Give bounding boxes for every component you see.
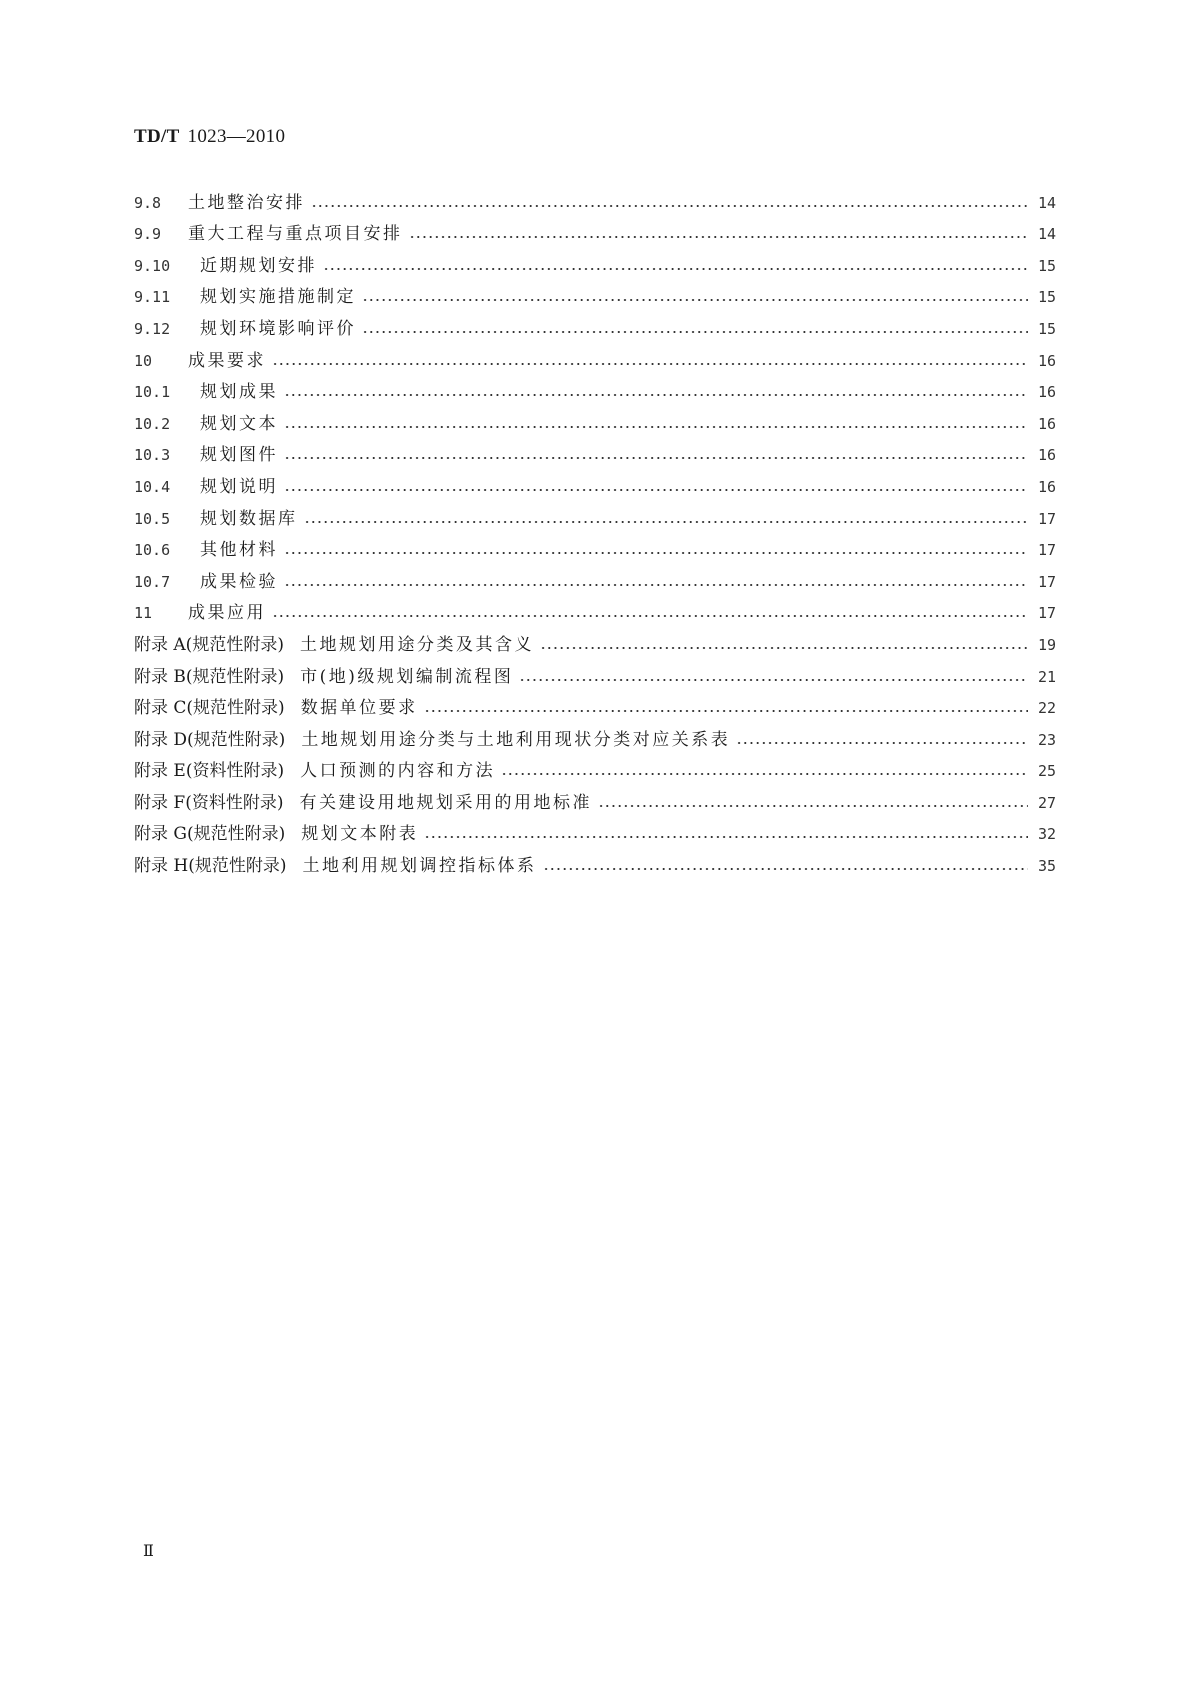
toc-leader-dots	[362, 329, 1028, 335]
toc-entry-number: 附录 G(规范性附录)	[134, 824, 286, 845]
toc-entry[interactable]	[134, 465, 1056, 497]
toc-entry-number: 11	[134, 604, 153, 623]
toc-entry-number: 附录 A(规范性附录)	[134, 634, 284, 655]
toc-entry-appendix[interactable]	[134, 623, 1056, 655]
toc-entry-page: 17	[1037, 509, 1056, 528]
toc-entry-title: 规划图件	[200, 445, 278, 466]
standard-code: 1023—2010	[187, 126, 286, 147]
toc-leader-dots	[501, 771, 1028, 777]
toc-entry-number: 9.8	[134, 193, 162, 212]
toc-entry-page: 25	[1037, 762, 1056, 781]
toc-leader-dots	[598, 803, 1028, 809]
toc-entry-title: 人口预测的内容和方法	[300, 761, 496, 782]
toc-leader-dots	[284, 550, 1028, 556]
toc-entry-appendix[interactable]	[134, 718, 1056, 750]
toc-entry-page: 19	[1037, 635, 1056, 654]
toc-entry[interactable]	[134, 529, 1056, 561]
toc-entry-page: 22	[1037, 699, 1056, 718]
toc-entry-number: 附录 E(资料性附录)	[134, 761, 285, 782]
toc-entry-page: 16	[1037, 351, 1056, 370]
toc-entry-title: 土地整治安排	[188, 192, 305, 213]
toc-entry[interactable]	[134, 497, 1056, 529]
toc-entry-number: 附录 H(规范性附录)	[134, 856, 287, 877]
standard-prefix: TD/T	[134, 126, 180, 147]
toc-entry-page: 16	[1037, 477, 1056, 496]
toc-entry-title: 有关建设用地规划采用的用地标准	[299, 792, 592, 813]
toc-entry-number: 9.12	[134, 319, 171, 338]
toc-leader-dots	[424, 708, 1028, 714]
toc-entry[interactable]	[134, 371, 1056, 403]
page-number: Ⅱ	[143, 1543, 154, 1560]
toc-entry-appendix[interactable]	[134, 781, 1056, 813]
toc-entry-number: 9.10	[134, 256, 171, 275]
toc-entry-page: 21	[1037, 667, 1056, 686]
toc-entry-page: 32	[1037, 825, 1056, 844]
document-header	[134, 126, 285, 148]
toc-entry-title: 规划文本	[200, 413, 278, 434]
toc-entry[interactable]	[134, 339, 1056, 371]
toc-entry-page: 27	[1037, 793, 1056, 812]
toc-entry-title: 成果应用	[188, 603, 266, 624]
toc-entry-title: 成果要求	[188, 350, 266, 371]
toc-entry-title: 数据单位要求	[300, 698, 418, 719]
toc-entry-number: 附录 F(资料性附录)	[134, 792, 284, 813]
toc-leader-dots	[540, 645, 1028, 651]
toc-entry-number: 10.1	[134, 383, 171, 402]
toc-leader-dots	[424, 834, 1028, 840]
toc-leader-dots	[304, 519, 1029, 525]
toc-leader-dots	[543, 866, 1029, 872]
toc-entry-title: 规划数据库	[200, 508, 298, 529]
toc-entry-page: 23	[1037, 730, 1056, 749]
toc-entry-appendix[interactable]	[134, 750, 1056, 782]
toc-entry-title: 重大工程与重点项目安排	[188, 224, 403, 245]
toc-entry-number: 附录 C(规范性附录)	[134, 698, 285, 719]
toc-leader-dots	[272, 613, 1028, 619]
toc-entry[interactable]	[134, 560, 1056, 592]
toc-entry[interactable]	[134, 402, 1056, 434]
toc-entry-title: 规划说明	[200, 476, 278, 497]
toc-entry-appendix[interactable]	[134, 844, 1056, 876]
toc-entry-page: 16	[1037, 414, 1056, 433]
toc-leader-dots	[284, 424, 1028, 430]
toc-entry-title: 规划文本附表	[301, 824, 419, 845]
toc-entry-number: 10.3	[134, 446, 171, 465]
toc-leader-dots	[311, 203, 1028, 209]
toc-entry-page: 15	[1037, 319, 1056, 338]
toc-entry[interactable]	[134, 244, 1056, 276]
toc-entry-number: 9.9	[134, 225, 162, 244]
toc-entry-page: 14	[1037, 193, 1056, 212]
toc-entry-appendix[interactable]	[134, 687, 1056, 719]
toc-entry[interactable]	[134, 592, 1056, 624]
toc-entry-number: 10	[134, 351, 153, 370]
toc-entry-title: 土地规划用途分类及其含义	[299, 634, 534, 655]
toc-leader-dots	[284, 455, 1028, 461]
toc-leader-dots	[284, 392, 1028, 398]
toc-entry-page: 14	[1037, 225, 1056, 244]
toc-entry-page: 15	[1037, 288, 1056, 307]
toc-leader-dots	[284, 487, 1028, 493]
toc-entry-title: 规划实施措施制定	[200, 287, 356, 308]
toc-entry[interactable]	[134, 307, 1056, 339]
toc-entry-number: 附录 D(规范性附录)	[134, 729, 286, 750]
toc-entry-number: 10.2	[134, 414, 171, 433]
toc-leader-dots	[736, 740, 1028, 746]
toc-entry-number: 9.11	[134, 288, 171, 307]
toc-entry-page: 17	[1037, 541, 1056, 560]
toc-leader-dots	[409, 234, 1029, 240]
table-of-contents	[134, 181, 1056, 876]
toc-entry-title: 近期规划安排	[200, 255, 317, 276]
toc-entry-title: 规划环境影响评价	[200, 318, 356, 339]
toc-entry-title: 市(地)级规划编制流程图	[300, 666, 514, 687]
toc-leader-dots	[272, 361, 1028, 367]
toc-entry-page: 16	[1037, 446, 1056, 465]
toc-entry-number: 10.4	[134, 477, 171, 496]
toc-entry-page: 35	[1037, 857, 1056, 876]
toc-entry-appendix[interactable]	[134, 655, 1056, 687]
toc-leader-dots	[323, 266, 1028, 272]
toc-entry[interactable]	[134, 276, 1056, 308]
toc-entry-number: 附录 B(规范性附录)	[134, 666, 285, 687]
toc-entry-page: 17	[1037, 604, 1056, 623]
toc-entry-number: 10.6	[134, 541, 171, 560]
toc-entry-number: 10.5	[134, 509, 171, 528]
toc-entry-title: 成果检验	[200, 571, 278, 592]
toc-entry-appendix[interactable]	[134, 813, 1056, 845]
toc-entry-page: 16	[1037, 383, 1056, 402]
toc-entry[interactable]	[134, 181, 1056, 213]
toc-entry-title: 其他材料	[200, 540, 278, 561]
toc-leader-dots	[284, 582, 1028, 588]
toc-leader-dots	[519, 677, 1028, 683]
toc-entry-title: 土地利用规划调控指标体系	[302, 856, 537, 877]
toc-leader-dots	[362, 297, 1028, 303]
toc-entry-number: 10.7	[134, 572, 171, 591]
toc-entry-page: 15	[1037, 256, 1056, 275]
toc-entry-page: 17	[1037, 572, 1056, 591]
toc-entry-title: 规划成果	[200, 382, 278, 403]
toc-entry[interactable]	[134, 434, 1056, 466]
toc-entry[interactable]	[134, 213, 1056, 245]
toc-entry-title: 土地规划用途分类与土地利用现状分类对应关系表	[301, 729, 731, 750]
